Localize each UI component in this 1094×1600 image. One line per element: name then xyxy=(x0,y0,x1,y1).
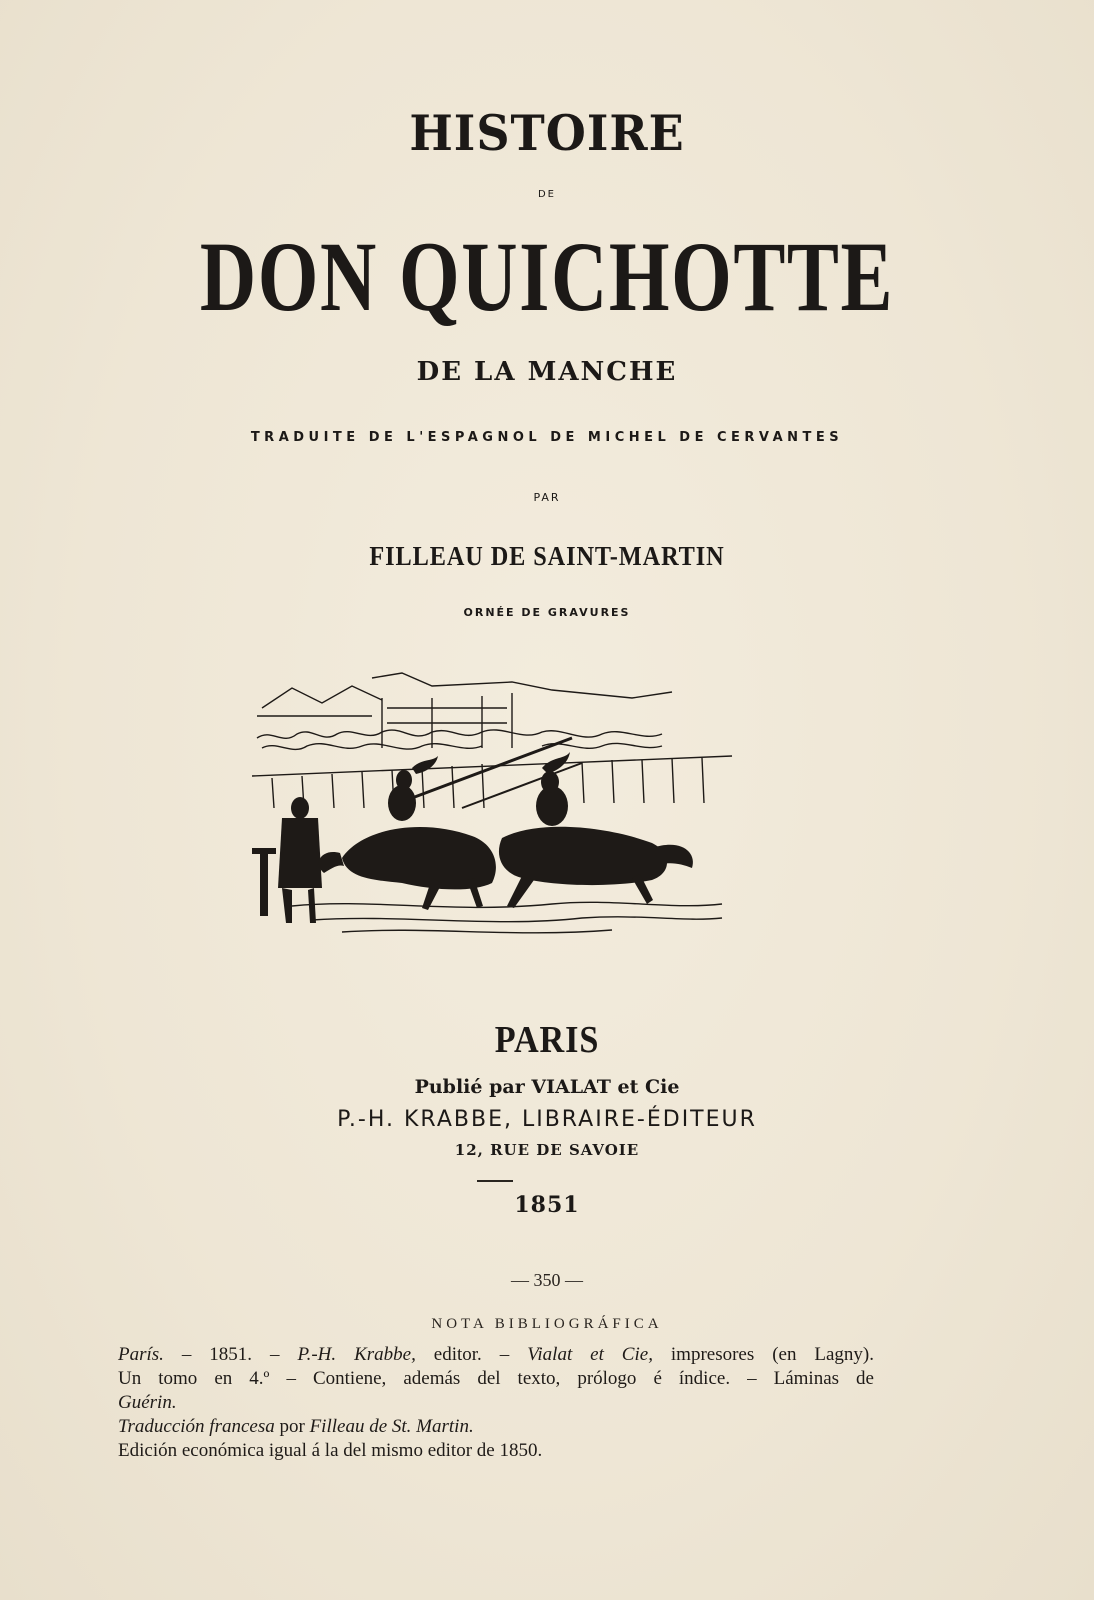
published-by: Publié par VIALAT et Cie xyxy=(414,1076,680,1098)
bib-illustrator: Guérin. xyxy=(118,1392,177,1413)
bibliography-line-1 xyxy=(118,1343,874,1366)
page-number: — 350 — xyxy=(511,1270,583,1290)
city-paris: PARIS xyxy=(494,1019,600,1061)
translator-name: FILLEAU DE SAINT-MARTIN xyxy=(369,541,725,571)
publisher-address: 12, RUE DE SAVOIE xyxy=(454,1141,640,1159)
bibliography-line-5: Edición económica igual á la del mismo editor de 1850. xyxy=(118,1440,543,1461)
bibliography-heading: NOTA BIBLIOGRÁFICA xyxy=(431,1316,663,1332)
bibliography-line-2: Un tomo en 4.º – Contiene, además del texto, prólogo é índice. – Láminas de xyxy=(118,1368,874,1389)
bibliography-line-4 xyxy=(118,1415,874,1438)
bib-year: – 1851. – xyxy=(163,1344,298,1365)
title-de: DE xyxy=(537,189,557,200)
bib-city: París. xyxy=(118,1344,164,1365)
bib-translator: Filleau de St. Martin. xyxy=(309,1416,474,1437)
bib-editor: P.-H. Krabbe, xyxy=(297,1344,416,1365)
bib-editor-role: editor. – xyxy=(415,1344,528,1365)
publication-year: 1851 xyxy=(514,1192,580,1218)
par-label: PAR xyxy=(533,491,561,504)
title-histoire: HISTOIRE xyxy=(409,104,685,162)
title-don-quichotte: DON QUICHOTTE xyxy=(199,221,895,332)
bib-translation: Traducción francesa xyxy=(118,1416,275,1437)
translation-note: TRADUITE DE L'ESPAGNOL DE MICHEL DE CERVANTES xyxy=(250,430,844,445)
divider-rule xyxy=(477,1180,513,1182)
bib-by: por xyxy=(274,1416,310,1437)
illustration-note: ORNÉE DE GRAVURES xyxy=(463,606,631,619)
bibliography-line-3 xyxy=(118,1391,874,1414)
bib-printer-role: impresores (en Lagny). xyxy=(652,1344,875,1365)
title-de-la-manche: DE LA MANCHE xyxy=(416,357,678,387)
publisher-name: P.-H. KRABBE, LIBRAIRE-ÉDITEUR xyxy=(337,1107,757,1132)
jousting-knights-engraving-icon xyxy=(252,668,734,942)
bib-printer: Vialat et Cie, xyxy=(527,1344,653,1365)
